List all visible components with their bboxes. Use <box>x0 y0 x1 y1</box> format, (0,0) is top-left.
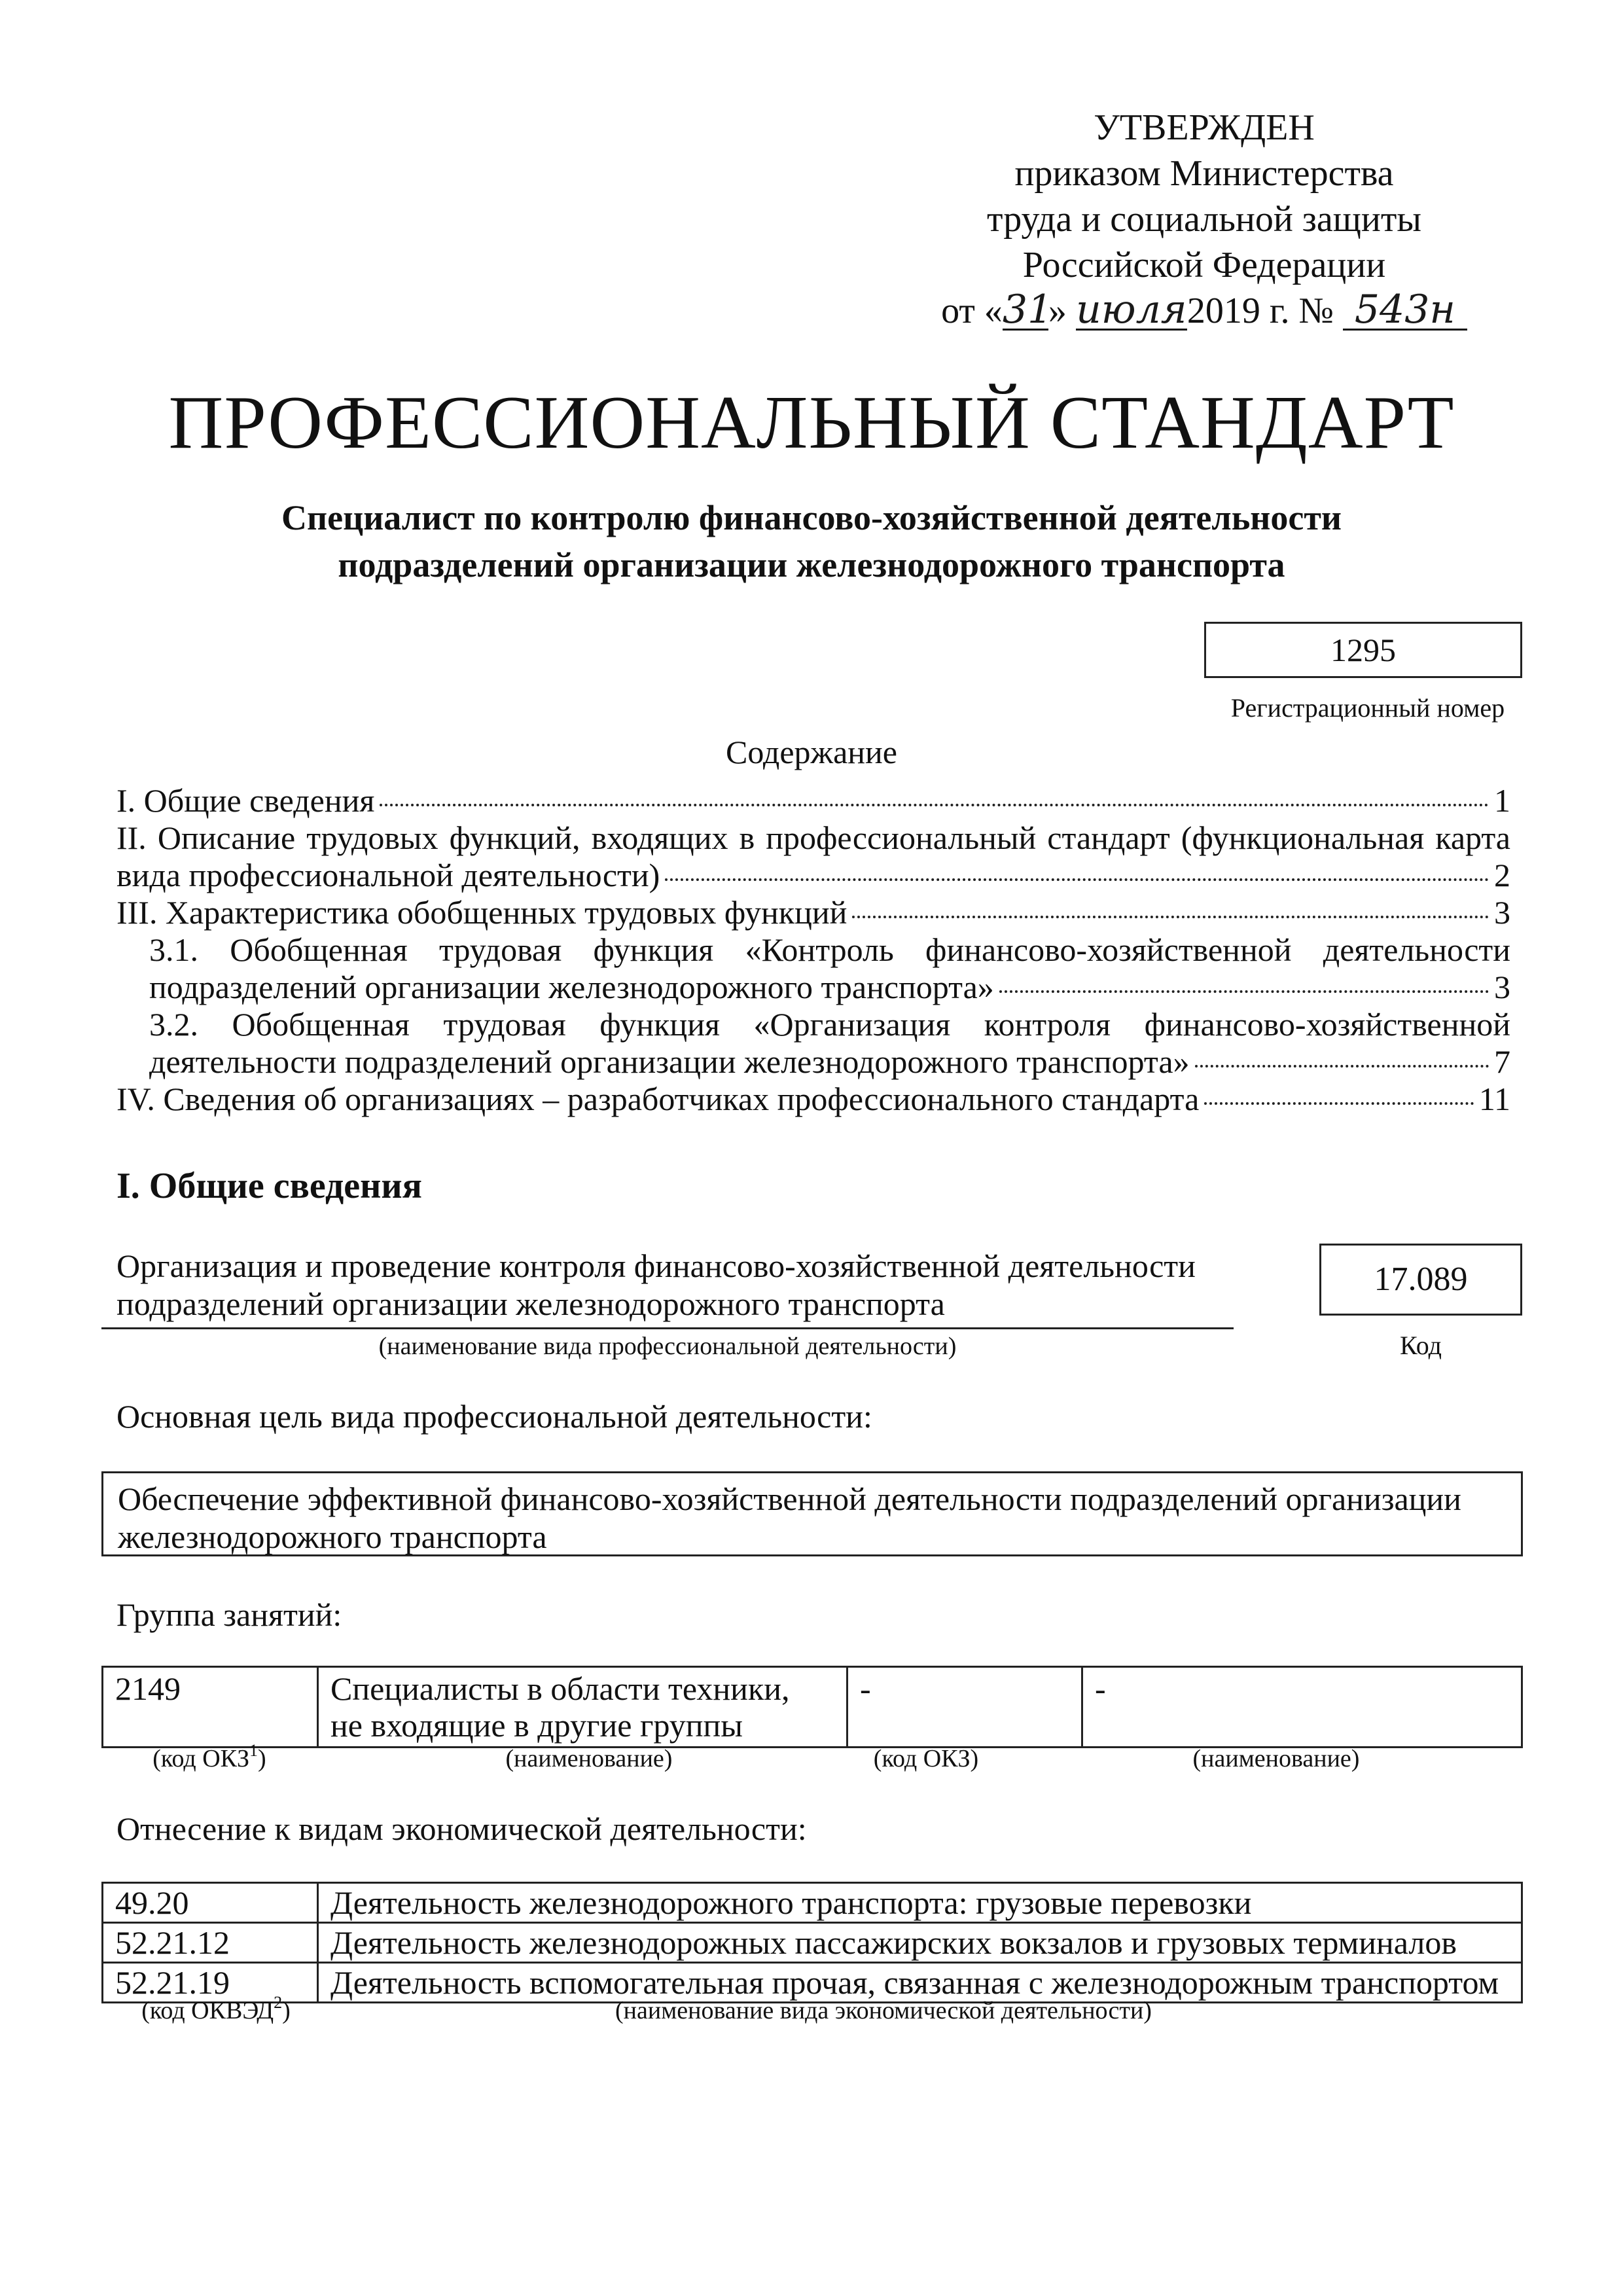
toc-item-line1[interactable]: II. Описание трудовых функций, входящих в профессиональный стандарт (функциональная карта <box>116 819 1510 856</box>
toc-item[interactable] <box>116 894 1510 931</box>
toc-item-page: 2 <box>1494 857 1510 893</box>
okz-code-caption-close: ) <box>258 1745 266 1772</box>
toc-item-page: 1 <box>1494 782 1510 819</box>
activity-code-label: Код <box>1400 1331 1442 1360</box>
registration-number-label: Регистрационный номер <box>1230 693 1505 723</box>
table-row <box>103 1923 1522 1963</box>
toc-item[interactable] <box>116 1081 1510 1118</box>
toc-item-text: I. Общие сведения <box>116 782 375 819</box>
toc-item-page: 3 <box>1494 969 1510 1005</box>
okved-name-cell: Деятельность железнодорожных пассажирских вокзалов и грузовых терминалов <box>318 1923 1522 1963</box>
okved-name-cell: Деятельность железнодорожного транспорта: грузовые перевозки <box>318 1883 1522 1923</box>
approval-block <box>903 105 1505 334</box>
toc-item-text: IV. Сведения об организациях – разработчиках профессионального стандарта <box>116 1081 1200 1117</box>
toc-item-line1[interactable]: 3.2. Обобщенная трудовая функция «Организация контроля финансово-хозяйственной <box>149 1006 1510 1043</box>
approval-number: 543н <box>1343 291 1467 331</box>
okz-code-caption-text: (код ОКЗ <box>152 1745 250 1772</box>
okved-label: Отнесение к видам экономической деятельности: <box>116 1810 807 1847</box>
date-day-close: » <box>1048 291 1067 331</box>
okved-code-caption <box>105 1993 327 2025</box>
okz-name-2-cell: - <box>1082 1667 1522 1748</box>
okved-name-caption: (наименование вида экономической деятельности) <box>615 1997 1152 2024</box>
toc-leader <box>999 990 1489 993</box>
approval-day: 31 <box>1002 287 1053 332</box>
approval-line-approved: УТВЕРЖДЕН <box>1094 107 1315 148</box>
toc-leader <box>1195 1065 1489 1067</box>
goal-box <box>101 1471 1523 1556</box>
okved-table <box>101 1882 1523 2003</box>
activity-name <box>116 1247 1242 1323</box>
activity-code-box: 17.089 <box>1319 1244 1522 1316</box>
toc-item-text: вида профессиональной деятельности) <box>116 857 660 893</box>
okved-code-caption-text: (код ОКВЭД <box>141 1997 274 2024</box>
toc-item-text: III. Характеристика обобщенных трудовых функций <box>116 894 847 931</box>
approval-line-order: приказом Министерства <box>1014 153 1394 194</box>
toc-item[interactable] <box>116 1043 1510 1081</box>
document-subtitle <box>0 494 1623 588</box>
section-title: I. Общие сведения <box>116 1166 422 1206</box>
toc-leader <box>852 916 1489 918</box>
subtitle-line-1: Специалист по контролю финансово-хозяйственной деятельности <box>281 498 1342 537</box>
approval-month: июля <box>1076 287 1187 332</box>
toc-leader <box>380 804 1489 806</box>
okz-code-2-cell: - <box>847 1667 1082 1748</box>
okved-code-cell: 49.20 <box>103 1883 318 1923</box>
okz-code-caption <box>101 1741 317 1773</box>
document-title: ПРОФЕССИОНАЛЬНЫЙ СТАНДАРТ <box>168 381 1455 465</box>
toc-item-page: 3 <box>1494 894 1510 931</box>
occupation-group-table <box>101 1666 1523 1748</box>
footnote-ref-2: 2 <box>274 1993 283 2012</box>
okz-name-line-1: Специалисты в области техники, <box>330 1670 790 1707</box>
okved-code-caption-close: ) <box>282 1997 291 2024</box>
toc-item-text: деятельности подразделений организации железнодорожного транспорта» <box>149 1043 1190 1080</box>
goal-line-2: железнодорожного транспорта <box>118 1518 547 1555</box>
toc-item-text: подразделений организации железнодорожного транспорта» <box>149 969 994 1005</box>
registration-number-box: 1295 <box>1204 622 1522 678</box>
okz-name-cell <box>318 1667 847 1748</box>
activity-line-2: подразделений организации железнодорожного транспорта <box>116 1285 945 1322</box>
approval-line-country: Российской Федерации <box>1022 245 1386 285</box>
okz-name-caption: (наименование) <box>505 1745 673 1772</box>
approval-year: 2019 г. № <box>1186 291 1334 331</box>
toc-item-page: 7 <box>1494 1043 1510 1080</box>
table-row <box>103 1883 1522 1923</box>
activity-caption: (наименование вида профессиональной деятельности) <box>378 1333 957 1360</box>
footnote-ref-1: 1 <box>249 1741 259 1760</box>
subtitle-line-2: подразделений организации железнодорожного транспорта <box>338 545 1285 584</box>
goal-label: Основная цель вида профессиональной деятельности: <box>116 1398 872 1435</box>
activity-underline <box>101 1327 1234 1329</box>
activity-line-1: Организация и проведение контроля финансово-хозяйственной деятельности <box>116 1247 1196 1284</box>
table-row <box>103 1667 1522 1748</box>
okved-name-cell: Деятельность вспомогательная прочая, связанная с железнодорожным транспортом <box>318 1963 1522 2003</box>
toc-item[interactable] <box>116 969 1510 1006</box>
toc-leader <box>1204 1102 1474 1105</box>
toc-title: Содержание <box>726 734 897 770</box>
toc-item[interactable] <box>116 857 1510 894</box>
approval-date-line <box>903 288 1505 334</box>
okz-name-2-caption: (наименование) <box>1192 1745 1360 1772</box>
okz-code-2-caption: (код ОКЗ) <box>873 1745 979 1772</box>
goal-line-1: Обеспечение эффективной финансово-хозяйственной деятельности подразделений организации <box>118 1480 1461 1517</box>
occupation-group-label: Группа занятий: <box>116 1596 342 1633</box>
date-prefix: от « <box>941 291 1003 331</box>
toc-item[interactable] <box>116 782 1510 819</box>
okz-name-line-2: не входящие в другие группы <box>330 1707 743 1744</box>
toc-item-page: 11 <box>1478 1081 1510 1117</box>
toc-item-line1[interactable]: 3.1. Обобщенная трудовая функция «Контроль финансово-хозяйственной деятельности <box>149 931 1510 968</box>
table-of-contents <box>116 782 1510 1118</box>
toc-leader <box>665 878 1489 881</box>
okz-code-cell: 2149 <box>103 1667 318 1748</box>
okved-code-cell: 52.21.19 <box>103 1963 318 2003</box>
okved-code-cell: 52.21.12 <box>103 1923 318 1963</box>
approval-line-ministry: труда и социальной защиты <box>987 199 1421 240</box>
